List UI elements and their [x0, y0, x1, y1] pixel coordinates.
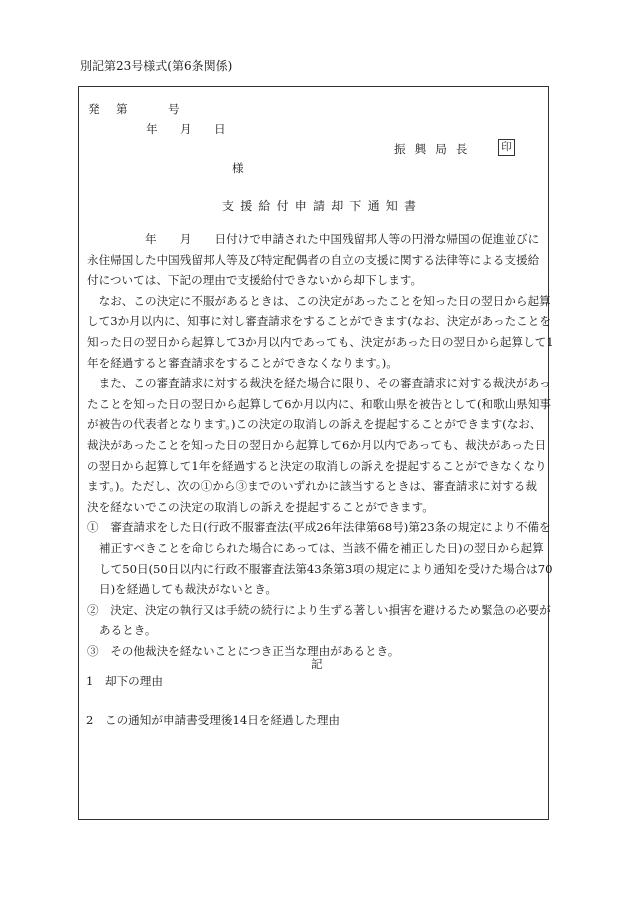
body-line: 付については、下記の理由で支援給付できないから却下します。: [87, 273, 423, 288]
body-line: して3か月以内に、知事に対し審査請求をすることができます(なお、決定があったことを: [87, 314, 551, 329]
body-line: ます。)。ただし、次の①から③までのいずれかに該当するときは、審査請求に対する裁: [87, 479, 537, 494]
issue-mid: 第: [116, 102, 128, 116]
notice-body: [87, 229, 554, 661]
list-item-3-line: ③ その他裁決を経ないことにつき正当な理由があるとき。: [87, 643, 400, 658]
body-line: 決を経ないでこの決定の取消しの訴えを提起することができます。: [87, 499, 434, 514]
list-item-1-line: 補正すべきことを命じられた場合にあっては、当該不備を補正した日)の翌日から起算: [99, 540, 544, 555]
body-line: たことを知った日の翌日から起算して6か月以内に、和歌山県を被告として(和歌山県知事: [87, 396, 552, 411]
date-year: 年: [146, 122, 158, 136]
issuer-name: 振興局長: [394, 142, 477, 156]
list-item-1-line: ① 審査請求をした日(行政不服審査法(平成26年法律第68号)第23条の規定により不備を: [87, 520, 551, 535]
body-line: 永住帰国した中国残留邦人等及び特定配偶者の自立の支援に関する法律等による支援給: [87, 252, 540, 267]
date-month: 月: [180, 122, 192, 136]
list-item-2-line: ② 決定、決定の執行又は手続の続行により生ずる著しい損害を避けるため緊急の必要が: [87, 602, 551, 617]
body-line: なお、この決定に不服があるときは、この決定があったことを知った日の翌日から起算: [87, 293, 551, 308]
reason-delay: 2 この通知が申請書受理後14日を経過した理由: [86, 713, 341, 727]
list-item-1-line: して50日(50日以内に行政不服審査法第43条第3項の規定により通知を受けた場合は70: [99, 561, 553, 576]
seal-mark: 印: [498, 139, 515, 156]
body-line: 知った日の翌日から起算して3か月以内であっても、決定があった日の翌日から起算して1: [87, 334, 554, 349]
date-day: 日: [214, 122, 226, 136]
issue-prefix: 発: [88, 102, 100, 116]
list-item-2-line: あるとき。: [99, 623, 157, 638]
reason-rejection: 1 却下の理由: [86, 674, 163, 688]
body-line: また、この審査請求に対する裁決を経た場合に限り、その審査請求に対する裁決があっ: [87, 376, 551, 391]
body-line: が被告の代表者となります。)この決定の取消しの訴えを提起することができます(なお、: [87, 417, 542, 432]
body-line: 年を経過すると審査請求をすることができなくなります。)。: [87, 355, 398, 370]
form-label: 別記第23号様式(第6条関係): [80, 59, 233, 73]
addressee-suffix: 様: [232, 161, 244, 175]
body-line: 年 月 日付けで申請された中国残留邦人等の円滑な帰国の促進並びに: [87, 232, 540, 246]
issue-suffix: 号: [168, 102, 180, 116]
ki-heading: 記: [311, 657, 323, 671]
list-item-1-line: 日)を経過しても裁決がないとき。: [99, 582, 277, 597]
body-line: の翌日から起算して1年を経過すると決定の取消しの訴えを提起することができなくなり: [87, 458, 547, 473]
body-line: 裁決があったことを知った日の翌日から起算して6か月以内であっても、裁決があった日: [87, 437, 547, 452]
document-title: 支援給付申請却下通知書: [222, 199, 423, 213]
